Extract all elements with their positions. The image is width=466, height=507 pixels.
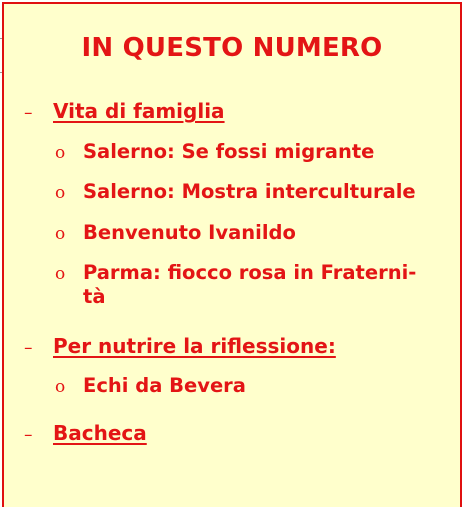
section-link-per-nutrire[interactable]: Per nutrire la riflessione: (53, 334, 336, 358)
toc-item[interactable]: Salerno: Se fossi migrante (83, 140, 375, 163)
toc-item[interactable]: Salerno: Mostra interculturale (83, 180, 416, 203)
toc-item-parma[interactable] (83, 261, 455, 309)
bullet-icon: o (55, 377, 66, 397)
section-dash: – (24, 425, 33, 445)
section-link-vita-di-famiglia[interactable]: Vita di famiglia (53, 99, 225, 123)
toc-item[interactable]: Echi da Bevera (83, 374, 246, 397)
section-link-bacheca[interactable]: Bacheca (53, 421, 147, 445)
toc-box (2, 2, 462, 507)
section-dash: – (24, 103, 33, 123)
bullet-icon: o (55, 264, 66, 284)
toc-title: IN QUESTO NUMERO (81, 33, 383, 63)
toc-item-line: tà (83, 285, 106, 308)
bullet-icon: o (55, 224, 66, 244)
toc-item-line: Parma: fiocco rosa in Fraterni- (83, 261, 417, 284)
bullet-icon: o (55, 183, 66, 203)
bullet-icon: o (55, 143, 66, 163)
section-dash: – (24, 338, 33, 358)
toc-item[interactable]: Benvenuto Ivanildo (83, 221, 296, 244)
